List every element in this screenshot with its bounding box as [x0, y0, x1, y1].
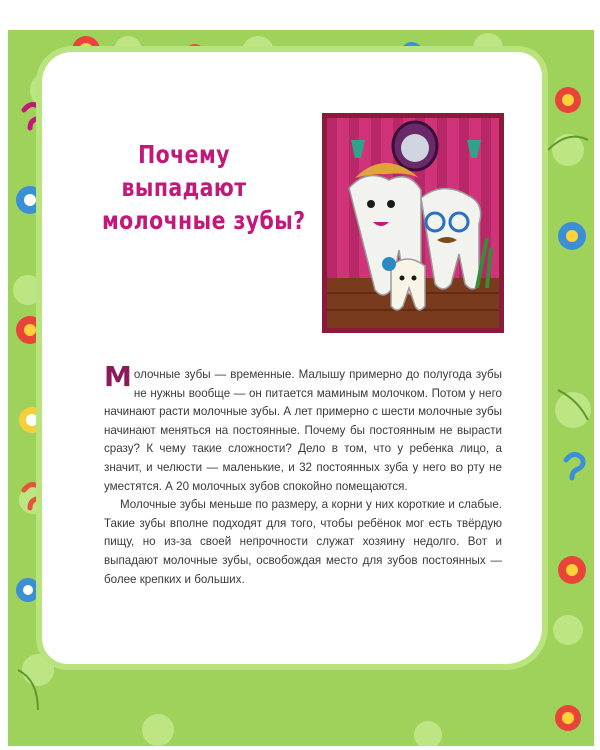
page-title	[102, 138, 306, 237]
flower-icon	[16, 186, 44, 214]
article-body	[104, 360, 502, 589]
flower-icon	[555, 87, 581, 113]
paragraph-1	[104, 360, 502, 496]
flower-icon	[558, 222, 586, 250]
paragraph-2: Молочные зубы меньше по размеру, а корни у них короткие и слабые. Такие зубы вполне подходят для того, чтобы ребёнок мог есть твёрдую пищу, но из-за своей непрочности служат хозяину недолго. Вот и выпадают молочные зубы, освобождая место для зубов постоянных — более крепких и больших.	[104, 498, 502, 586]
flower-icon	[558, 556, 586, 584]
question-mark-icon	[566, 454, 583, 478]
flower-icon	[16, 578, 40, 602]
flower-icon	[16, 316, 44, 344]
teeth-family-illustration	[322, 113, 504, 333]
title-line-3: молочные зубы?	[102, 206, 306, 235]
paragraph-1-text: олочные зубы — временные. Малышу примерно до полугода зубы не нужны вообще — он питается маминым молочком. Потом у него начинают расти молочные зубы. А лет примерно с шести молочные зубы начинают меняться на постоянные. Почему бы постоянным не вырасти сразу? К чему такие сложности? Дело в том, что у ребенка лицо, а значит, и челюсти — маленькие, и 32 постоянных зуба у него во рту не уместятся. А 20 молочных зубов спокойно помещаются.	[104, 368, 502, 493]
title-line-1: Почему	[138, 140, 230, 169]
question-mark-icon	[24, 104, 41, 128]
flower-icon	[555, 705, 581, 731]
drop-cap: М	[104, 360, 132, 393]
title-line-2: выпадают	[121, 173, 247, 202]
